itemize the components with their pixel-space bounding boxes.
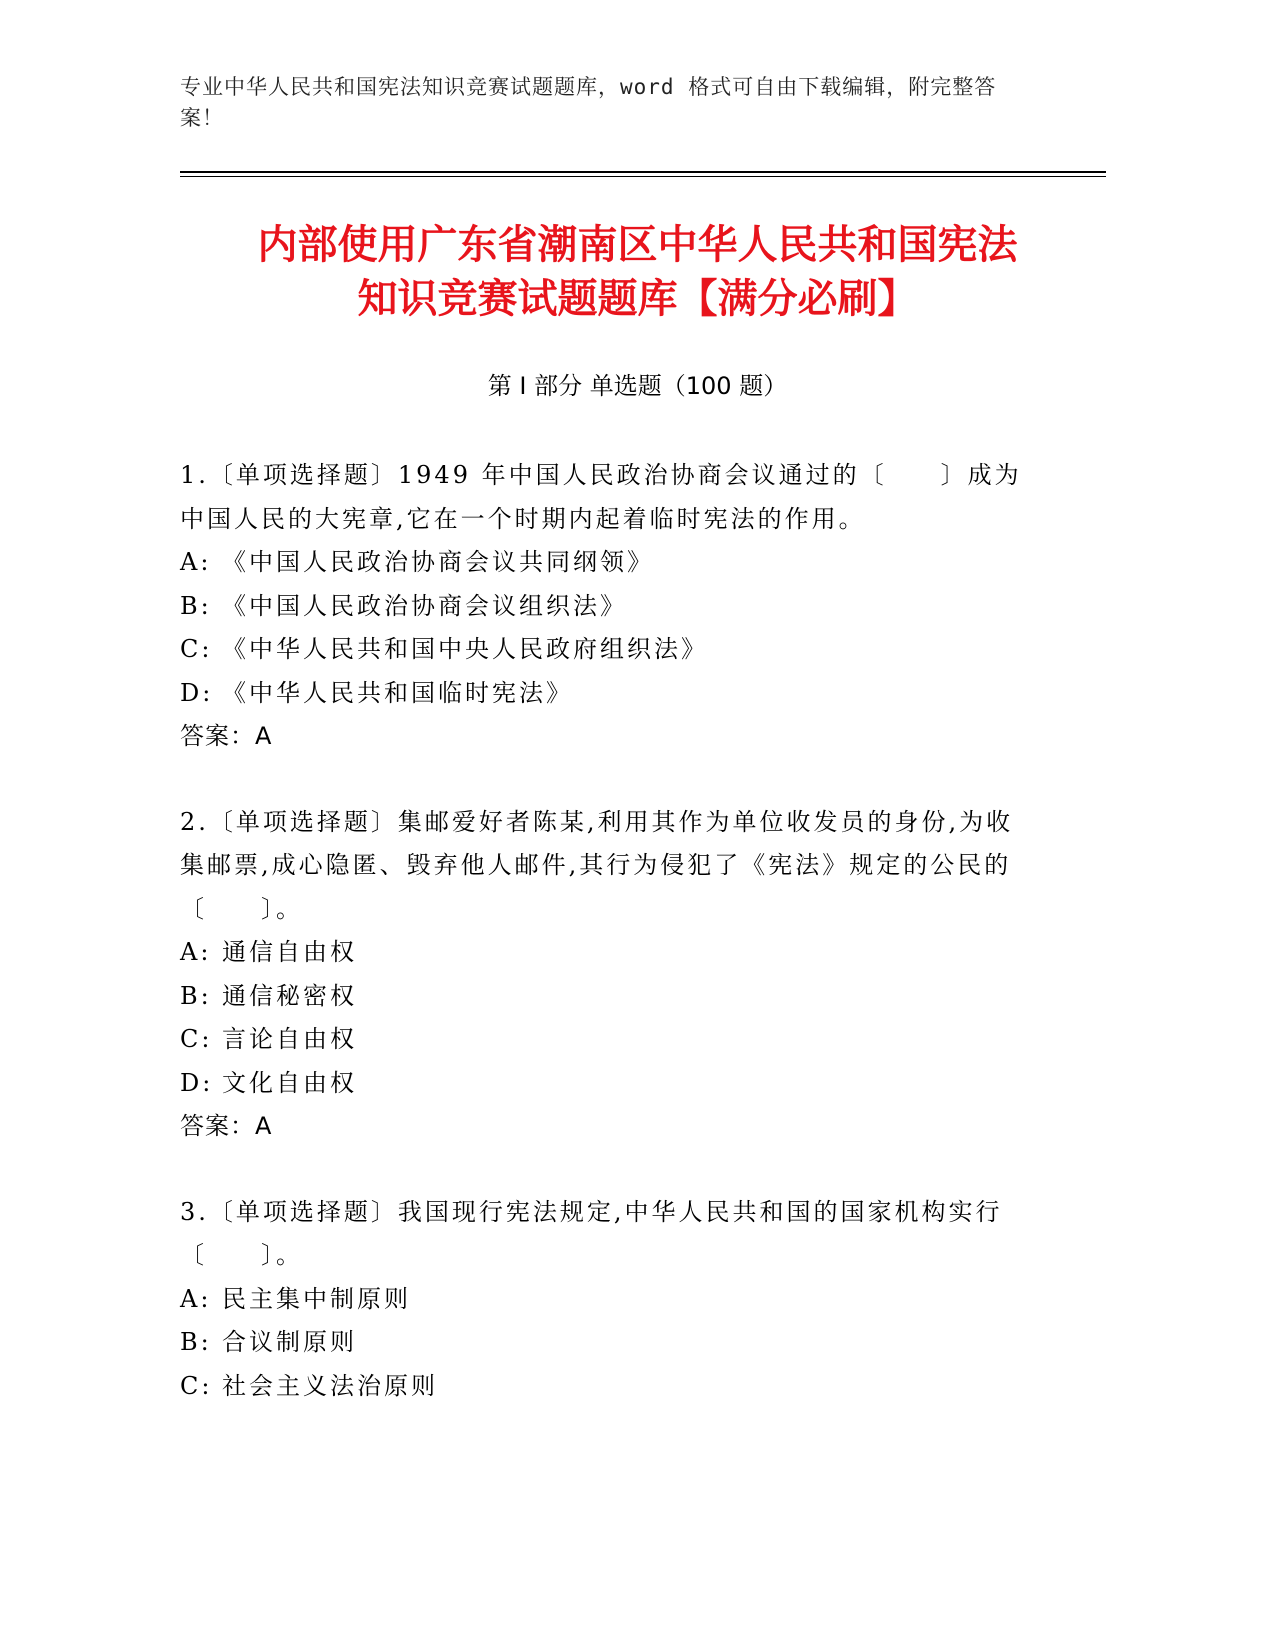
answer-line: 答案：A <box>180 722 273 750</box>
header-divider-thin <box>180 176 1106 177</box>
option-d <box>180 672 1040 716</box>
section-title: 第 I 部分 单选题（100 题） <box>487 372 788 400</box>
option-text: 通信秘密权 <box>222 981 357 1010</box>
option-c <box>180 1018 1040 1062</box>
question-3 <box>180 1191 1040 1409</box>
option-text: 《中华人民共和国临时宪法》 <box>222 678 573 707</box>
question-list <box>180 454 1040 1450</box>
option-a <box>180 541 1040 585</box>
option-text: 《中华人民共和国中央人民政府组织法》 <box>222 635 708 663</box>
option-text: 《中国人民政治协商会议组织法》 <box>222 591 627 620</box>
option-key: A: <box>180 938 212 966</box>
title-line-2: 知识竞赛试题题库【满分必刷】 <box>357 276 918 322</box>
option-b <box>180 1321 1040 1365</box>
option-text: 社会主义法治原则 <box>222 1371 438 1400</box>
option-text: 合议制原则 <box>222 1328 357 1356</box>
option-b <box>180 585 1040 629</box>
option-c <box>180 1365 1040 1409</box>
option-text: 通信自由权 <box>222 938 357 966</box>
question-1 <box>180 454 1040 759</box>
option-key: D: <box>180 1068 214 1097</box>
option-key: A: <box>180 1284 212 1313</box>
option-key: B: <box>180 981 212 1010</box>
option-text: 言论自由权 <box>222 1025 357 1053</box>
document-title <box>150 218 1125 326</box>
option-key: B: <box>180 1328 212 1356</box>
option-c <box>180 628 1040 672</box>
title-line-1: 内部使用广东省潮南区中华人民共和国宪法 <box>257 222 1018 268</box>
answer-line: 答案：A <box>180 1112 273 1140</box>
question-stem: 3.〔单项选择题〕我国现行宪法规定,中华人民共和国的国家机构实行〔 〕。 <box>180 1197 1003 1269</box>
option-a <box>180 931 1040 975</box>
question-stem: 1.〔单项选择题〕1949 年中国人民政治协商会议通过的〔 〕成为中国人民的大宪章,它在一个时期内起着临时宪法的作用。 <box>180 461 1022 533</box>
option-key: C: <box>180 635 213 663</box>
option-key: B: <box>180 591 212 620</box>
option-text: 民主集中制原则 <box>222 1284 411 1313</box>
header-divider-thick <box>180 171 1106 173</box>
option-text: 文化自由权 <box>222 1068 357 1097</box>
option-key: C: <box>180 1371 213 1400</box>
option-b <box>180 975 1040 1019</box>
question-stem: 2.〔单项选择题〕集邮爱好者陈某,利用其作为单位收发员的身份,为收集邮票,成心隐匿、毁弃他人邮件,其行为侵犯了《宪法》规定的公民的〔 〕。 <box>180 807 1014 923</box>
option-text: 《中国人民政治协商会议共同纲领》 <box>222 548 654 576</box>
option-a <box>180 1278 1040 1322</box>
option-key: C: <box>180 1025 213 1053</box>
option-key: A: <box>180 548 212 576</box>
question-2 <box>180 801 1040 1149</box>
header-note: 专业中华人民共和国宪法知识竞赛试题题库，word 格式可自由下载编辑，附完整答案！ <box>180 75 997 130</box>
option-d <box>180 1062 1040 1106</box>
option-key: D: <box>180 678 214 707</box>
